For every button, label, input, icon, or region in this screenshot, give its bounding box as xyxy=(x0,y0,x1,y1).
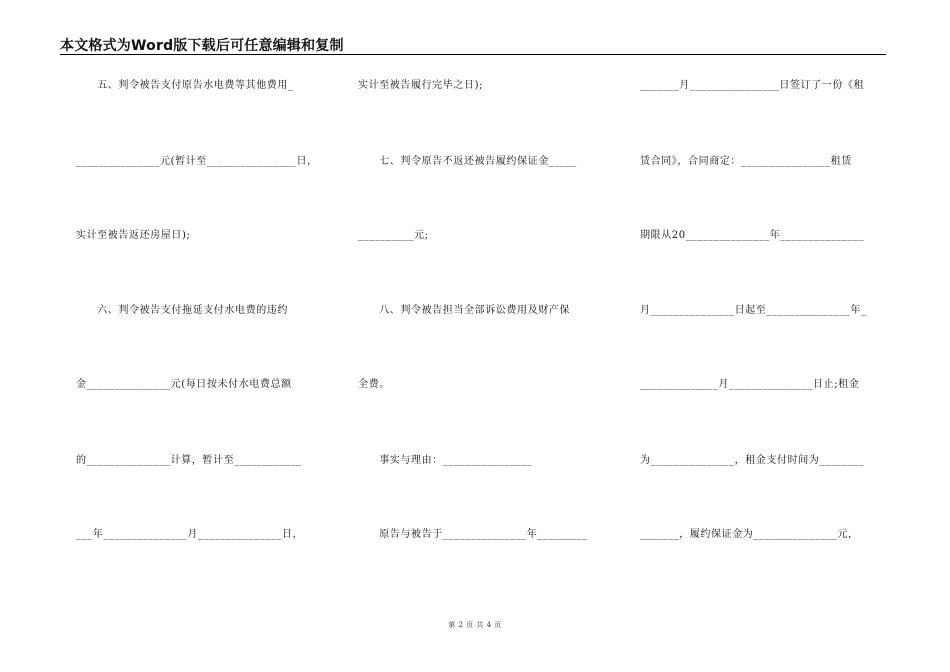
text-line: 赁合同》，合同商定：________________租赁 xyxy=(640,156,852,167)
text-line: 原告与被告于_______________年_________ xyxy=(358,529,588,540)
text-column-2 xyxy=(358,0,608,672)
page-number: 第 2 页 共 4 页 xyxy=(448,621,502,629)
text-line: 实计至被告履行完毕之日); xyxy=(358,80,484,91)
text-line: __________元; xyxy=(358,230,429,241)
text-line: 五、判令被告支付原告水电费等其他费用_ xyxy=(76,80,294,91)
text-line: 的_______________计算，暂计至____________ xyxy=(76,455,302,466)
text-line: 为_______________，租金支付时间为________ xyxy=(640,455,865,466)
text-column-3 xyxy=(640,0,890,672)
text-line: 七、判令原告不返还被告履约保证金_____ xyxy=(358,156,577,167)
text-line: 全费。 xyxy=(358,379,390,390)
text-line: _______________元(暂计至________________日， xyxy=(76,156,318,167)
text-line: 八、判令被告担当全部诉讼费用及财产保 xyxy=(358,305,570,316)
text-line: ___年_______________月_______________日， xyxy=(76,529,304,540)
text-line: 金_______________元(每日按未付水电费总额 xyxy=(76,379,292,390)
document-title: 本文格式为Word版下载后可任意编辑和复制 xyxy=(60,38,344,54)
text-line: 期限从20_______________年_______________ xyxy=(640,230,865,241)
text-line: ______________月_______________日止;租金 xyxy=(640,379,860,390)
text-line: 六、判令被告支付拖延支付水电费的违约 xyxy=(76,305,288,316)
text-line: 月_______________日起至_______________年_ xyxy=(640,305,867,316)
text-line: 实计至被告返还房屋日); xyxy=(76,230,191,241)
text-line: _______月________________日签订了一份《租 xyxy=(640,80,865,91)
text-line: _______，履约保证金为_______________元， xyxy=(640,529,859,540)
text-line: 事实与理由：________________ xyxy=(358,455,533,466)
text-column-1 xyxy=(76,0,326,672)
